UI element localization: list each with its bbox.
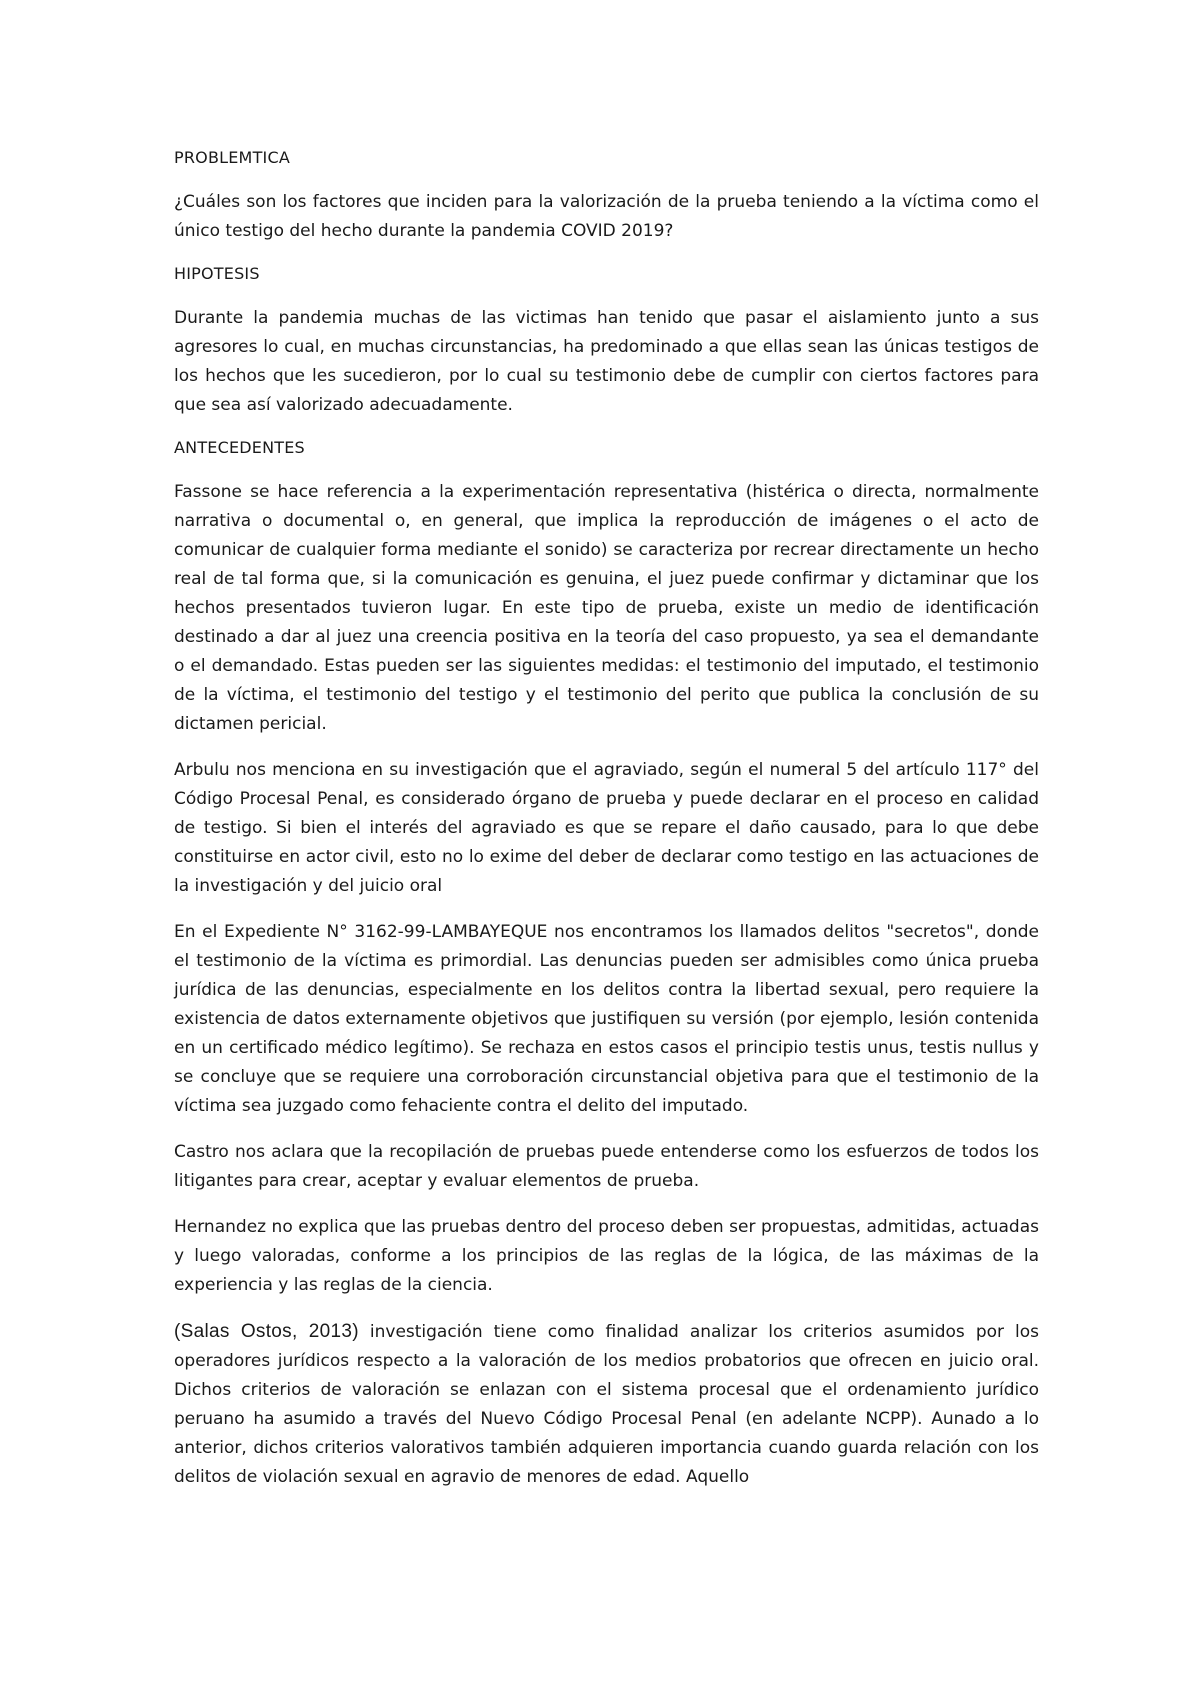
hypothesis-paragraph: Durante la pandemia muchas de las victimas han tenido que pasar el aislamiento junto a sus agresores lo cual, en muchas circunstancias, ha predominado a que ellas sean las únicas testigos de los hechos que les sucedieron, por lo cual su testimonio debe de cumplir con ciertos factores para que sea así valorizado adecuadamente. <box>174 308 1039 415</box>
research-question: ¿Cuáles son los factores que inciden para la valorización de la prueba teniendo a la víctima como el único testigo del hecho durante la pandemia COVID 2019? <box>174 192 1039 241</box>
paragraph-expediente: En el Expediente N° 3162-99-LAMBAYEQUE nos encontramos los llamados delitos "secretos", donde el testimonio de la víctima es primordial. Las denuncias pueden ser admisibles como única prueba jurídica de las denuncias, especialmente en los delitos contra la libertad sexual, pero requiere la existencia de datos externamente objetivos que justifiquen su versión (por ejemplo, lesión contenida en un certificado médico legítimo). Se rechaza en estos casos el principio testis unus, testis nullus y se concluye que se requiere una corroboración circunstancial objetiva para que el testimonio de la víctima sea juzgado como fehaciente contra el delito del imputado. <box>174 922 1039 1116</box>
paragraph-salas-ostos-text: investigación tiene como finalidad analizar los criterios asumidos por los operadores jurídicos respecto a la valoración de los medios probatorios que ofrecen en juicio oral. Dichos criterios de valoración se enlazan con el sistema procesal que el ordenamiento jurídico peruano ha asumido a través del Nuevo Código Procesal Penal (en adelante NCPP). Aunado a lo anterior, dichos criterios valorativos también adquieren importancia cuando guarda relación con los delitos de violación sexual en agravio de menores de edad. Aquello <box>174 1322 1039 1487</box>
heading-antecedentes: ANTECEDENTES <box>174 438 305 457</box>
heading-problematica: PROBLEMTICA <box>174 148 290 167</box>
document-body <box>174 147 1039 1509</box>
heading-hipotesis: HIPOTESIS <box>174 264 260 283</box>
paragraph-castro: Castro nos aclara que la recopilación de pruebas puede entenderse como los esfuerzos de todos los litigantes para crear, aceptar y evaluar elementos de prueba. <box>174 1142 1039 1191</box>
citation: (Salas Ostos, 2013) <box>174 1321 359 1342</box>
paragraph-fassone: Fassone se hace referencia a la experimentación representativa (histérica o directa, normalmente narrativa o documental o, en general, que implica la reproducción de imágenes o el acto de comunicar de cualquier forma mediante el sonido) se caracteriza por recrear directamente un hecho real de tal forma que, si la comunicación es genuina, el juez puede confirmar y dictaminar que los hechos presentados tuvieron lugar. En este tipo de prueba, existe un medio de identificación destinado a dar al juez una creencia positiva en la teoría del caso propuesto, ya sea el demandante o el demandado. Estas pueden ser las siguientes medidas: el testimonio del imputado, el testimonio de la víctima, el testimonio del testigo y el testimonio del perito que publica la conclusión de su dictamen pericial. <box>174 482 1039 734</box>
paragraph-arbulu: Arbulu nos menciona en su investigación que el agraviado, según el numeral 5 del artículo 117° del Código Procesal Penal, es considerado órgano de prueba y puede declarar en el proceso en calidad de testigo. Si bien el interés del agraviado es que se repare el daño causado, para lo que debe constituirse en actor civil, esto no lo exime del deber de declarar como testigo en las actuaciones de la investigación y del juicio oral <box>174 760 1039 896</box>
paragraph-hernandez: Hernandez no explica que las pruebas dentro del proceso deben ser propuestas, admitidas, actuadas y luego valoradas, conforme a los principios de las reglas de la lógica, de las máximas de la experiencia y las reglas de la ciencia. <box>174 1217 1039 1295</box>
paragraph-salas-ostos <box>174 1317 1039 1492</box>
